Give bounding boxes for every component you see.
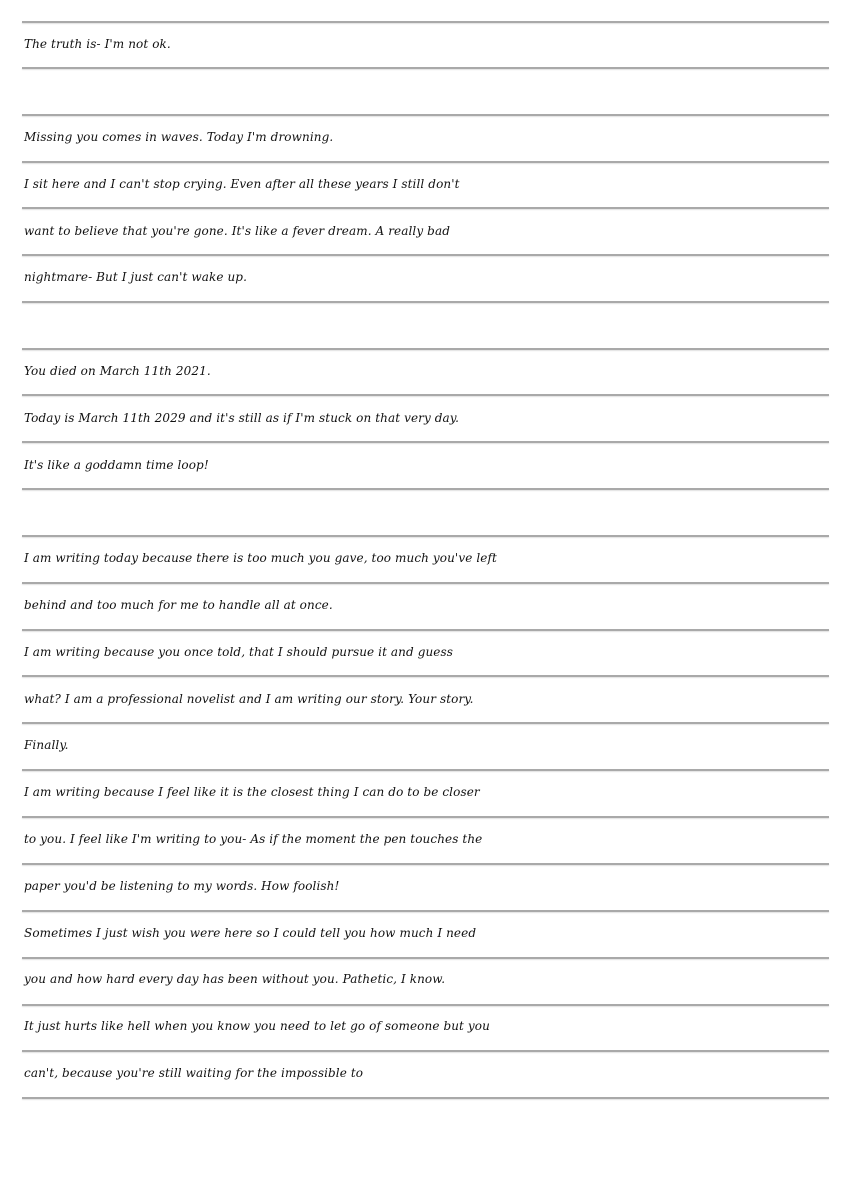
- ruled-line: [22, 254, 829, 256]
- text-line: It just hurts like hell when you know you need to let go of someone but you: [24, 1019, 490, 1033]
- text-line: I am writing because I feel like it is the closest thing I can do to be closer: [24, 785, 480, 799]
- text-line: what? I am a professional novelist and I am writing our story. Your story.: [24, 692, 474, 706]
- ruled-line: [22, 675, 829, 677]
- ruled-line: [22, 582, 829, 584]
- ruled-line: [22, 207, 829, 209]
- ruled-line: [22, 441, 829, 443]
- ruled-line: [22, 910, 829, 912]
- ruled-line: [22, 863, 829, 865]
- text-line: I am writing because you once told, that I should pursue it and guess: [24, 645, 454, 659]
- ruled-line: [22, 816, 829, 818]
- ruled-line: [22, 21, 829, 23]
- ruled-line: [22, 67, 829, 69]
- ruled-line: [22, 301, 829, 303]
- ruled-line: [22, 535, 829, 537]
- text-line: behind and too much for me to handle all at once.: [24, 598, 333, 612]
- text-line: can't, because you're still waiting for the impossible to: [24, 1066, 364, 1080]
- text-line: paper you'd be listening to my words. How foolish!: [24, 879, 340, 893]
- text-line: The truth is- I'm not ok.: [24, 37, 171, 51]
- ruled-line: [22, 629, 829, 631]
- ruled-line: [22, 1050, 829, 1052]
- text-line: I am writing today because there is too much you gave, too much you've left: [24, 551, 497, 565]
- text-line: you and how hard every day has been without you. Pathetic, I know.: [24, 972, 446, 986]
- ruled-line: [22, 769, 829, 771]
- text-line: Missing you comes in waves. Today I'm drowning.: [24, 130, 334, 144]
- ruled-line: [22, 114, 829, 116]
- text-line: to you. I feel like I'm writing to you- As if the moment the pen touches the: [24, 832, 483, 846]
- text-line: Sometimes I just wish you were here so I could tell you how much I need: [24, 926, 477, 940]
- ruled-line: [22, 394, 829, 396]
- text-line: It's like a goddamn time loop!: [24, 458, 209, 472]
- ruled-line: [22, 161, 829, 163]
- ruled-line: [22, 1004, 829, 1006]
- ruled-line: [22, 1097, 829, 1099]
- ruled-line: [22, 488, 829, 490]
- text-line: I sit here and I can't stop crying. Even after all these years I still don't: [24, 177, 460, 191]
- text-line: Finally.: [24, 738, 69, 752]
- ruled-line: [22, 722, 829, 724]
- ruled-line: [22, 957, 829, 959]
- text-line: Today is March 11th 2029 and it's still as if I'm stuck on that very day.: [24, 411, 460, 425]
- text-line: want to believe that you're gone. It's like a fever dream. A really bad: [24, 224, 450, 238]
- text-line: You died on March 11th 2021.: [24, 364, 211, 378]
- text-line: nightmare- But I just can't wake up.: [24, 270, 247, 284]
- ruled-line: [22, 348, 829, 350]
